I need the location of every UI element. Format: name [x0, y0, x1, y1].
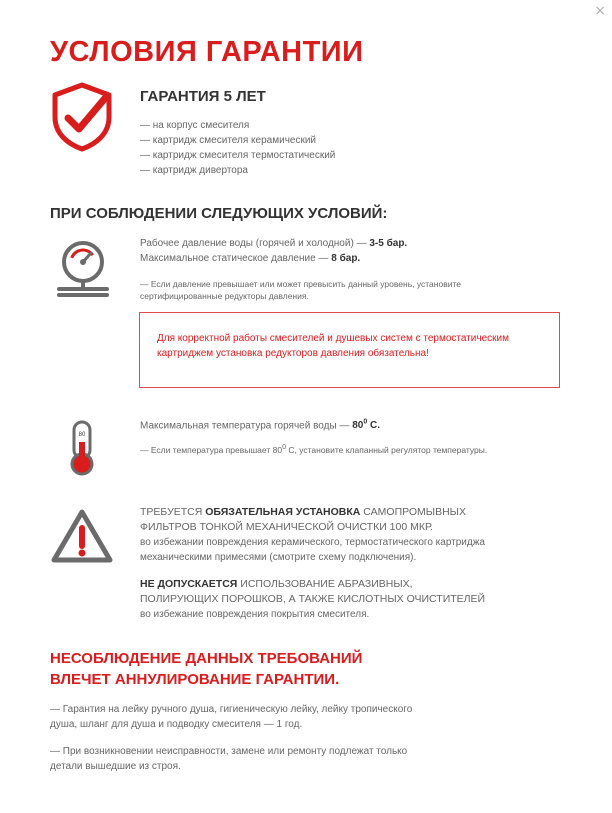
abrasives-bold: НЕ ДОПУСКАЕТСЯ [140, 578, 238, 590]
notice-text: Для корректной работы смесителей и душевых систем с термостатическим картриджем установка редукторов давления обязательна! [157, 333, 509, 359]
thermometer-label: 80 [78, 432, 86, 438]
abrasives-post: ИСПОЛЬЗОВАНИЕ АБРАЗИВНЫХ, [240, 578, 413, 590]
warning-triangle-icon [50, 508, 114, 564]
filters-required-post: САМОПРОМЫВНЫХ [363, 506, 466, 518]
shield-check-icon [50, 82, 114, 152]
close-icon[interactable]: × [594, 3, 606, 19]
page-title: УСЛОВИЯ ГАРАНТИИ [50, 36, 364, 68]
warranty-list [140, 118, 335, 178]
pressure-gauge-icon [55, 238, 111, 298]
temperature-text [140, 415, 560, 433]
annul-note-1 [50, 702, 550, 732]
temperature-value [352, 420, 380, 431]
temperature-number: 80 [352, 420, 364, 432]
pressure-note: — Если давление превышает или может превысить данный уровень, установите сертифицированные редукторы давления. [140, 279, 461, 301]
abrasives-line2: ПОЛИРУЮЩИХ ПОРОШКОВ, А ТАКЖЕ КИСЛОТНЫХ ОЧИСТИТЕЛЕЙ [140, 593, 486, 605]
thermometer-icon [66, 420, 98, 476]
filters-line2: ФИЛЬТРОВ ТОНКОЙ МЕХАНИЧЕСКОЙ ОЧИСТКИ 100 МКР. [140, 521, 433, 533]
warranty-heading: ГАРАНТИЯ 5 ЛЕТ [140, 88, 266, 105]
pressure-working-value: 3-5 бар. [369, 238, 408, 249]
list-item: — картридж дивертора [140, 165, 248, 176]
annul-line1: НЕСОБЛЮДЕНИЕ ДАННЫХ ТРЕБОВАНИЙ [50, 650, 363, 667]
list-item: — картридж смесителя термостатический [140, 150, 336, 161]
annul-note-2-line1: — При возникновении неисправности, замене или ремонту подлежат только [50, 746, 408, 757]
filters-required-pre: ТРЕБУЕТСЯ [140, 506, 203, 518]
conditions-heading: ПРИ СОБЛЮДЕНИИ СЛЕДУЮЩИХ УСЛОВИЙ: [50, 205, 388, 222]
filters-line3: во избежании повреждения керамического, термостатического картриджа [140, 537, 485, 548]
list-item: — картридж смесителя керамический [140, 135, 317, 146]
degree-sup: 0 [363, 419, 368, 426]
pressure-text [140, 236, 560, 266]
temperature-note-end: С, установите клапанный регулятор температуры. [285, 444, 488, 455]
abrasives-line3: во избежание повреждения покрытия смесителя. [140, 609, 370, 620]
filters-paragraph [140, 505, 560, 565]
abrasives-paragraph [140, 577, 560, 622]
temperature-note-start: — Если температура превышает 80 [140, 444, 283, 455]
filters-line4: механическими примесями (смотрите схему подключения). [140, 552, 417, 563]
annul-note-1-line1: — Гарантия на лейку ручного душа, гигиеническую лейку, лейку тропического [50, 704, 413, 715]
degree-sup: 0 [282, 444, 286, 451]
annul-note-2-line2: детали вышедшие из строя. [50, 761, 181, 772]
temperature-label: Максимальная температура горячей воды — [140, 420, 350, 432]
notice-box [139, 312, 560, 388]
annul-note-1-line2: душа, шланг для душа и подводку смесителя — 1 год. [50, 719, 303, 730]
annul-note-2 [50, 744, 550, 774]
annul-line2: ВЛЕЧЕТ АННУЛИРОВАНИЕ ГАРАНТИИ. [50, 671, 340, 688]
list-item: — на корпус смесителя [140, 120, 250, 131]
temperature-unit: С. [367, 420, 381, 432]
annul-heading [50, 648, 362, 690]
temperature-note [140, 442, 560, 456]
pressure-static-value: 8 бар. [331, 253, 361, 264]
filters-required-bold: ОБЯЗАТЕЛЬНАЯ УСТАНОВКА [205, 506, 361, 518]
pressure-static-label: Максимальное статическое давление — [140, 253, 329, 264]
pressure-working-label: Рабочее давление воды (горячей и холодной) — [140, 238, 367, 249]
